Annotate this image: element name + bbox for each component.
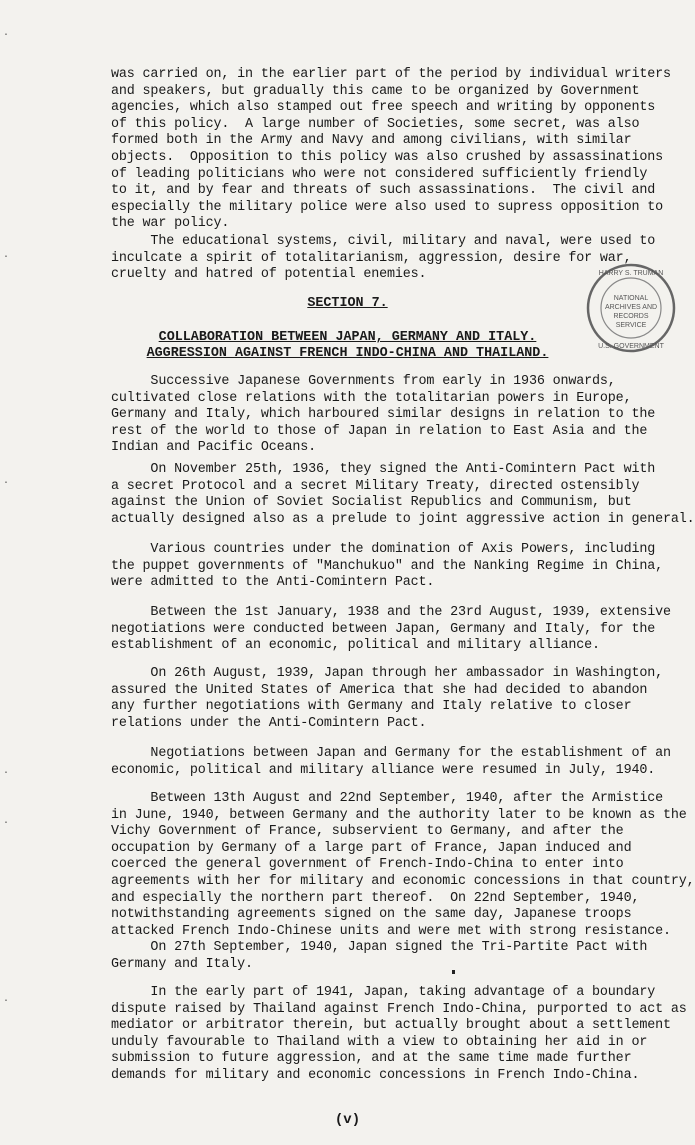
paragraph-3: Successive Japanese Governments from early in 1936 onwards, cultivated close relations with the totalitarian powers in Europe, Germany and Italy, which harboured similar designs in relation to the rest of the world to those of Japan in relation to East Asia and the Indian and Pacific Oceans. [111,374,656,456]
paragraph-9: Between 13th August and 22nd September, 1940, after the Armistice in June, 1940, between Germany and the authority later to be known as the Vichy Government of France, subservient to Germany, and after the occupation by Germany of a large part of France, Japan induced and coerced the general government of French-Indo-China to enter into agreements with her for military and economic concessions in that country, and especially the northern part thereof. On 22nd September, 1940, notwithstanding agreements signed on the same day, Japanese troops attacked French Indo-Chinese units and were met with strong resistance. [111,791,695,939]
margin-mark: · [3,996,10,1007]
paragraph-4: On November 25th, 1936, they signed the Anti-Comintern Pact with a secret Protocol and a secret Military Treaty, directed ostensibly against the Union of Soviet Socialist Republics and Communism, but actually designed also as a prelude to joint aggressive action in general. [111,462,695,527]
ink-speck [452,970,455,974]
margin-mark: · [3,478,10,489]
svg-text:ARCHIVES AND: ARCHIVES AND [604,304,658,311]
paragraph-2: The educational systems, civil, military and naval, were used to inculcate a spirit of totalitarianism, aggression, desire for war, cruelty and hatred of potential enemies. [111,234,656,283]
paragraph-11: In the early part of 1941, Japan, taking advantage of a boundary dispute raised by Thailand against French Indo-China, purported to act as mediator or arbitrator therein, but actually brought about a settlement unduly favourable to Thailand with a view to obtaining her aid in or submission to future aggression, and at the same time made further demands for military and economic concessions in French Indo-China. [111,985,687,1083]
paragraph-7: On 26th August, 1939, Japan through her ambassador in Washington, assured the United States of America that she had decided to abandon any further negotiations with Germany and Italy relative to closer relations under the Anti-Comintern Pact. [111,666,663,731]
svg-text:SERVICE: SERVICE [615,322,647,329]
paragraph-8: Negotiations between Japan and Germany for the establishment of an economic, political and military alliance were resumed in July, 1940. [111,746,671,778]
paragraph-1: was carried on, in the earlier part of the period by individual writers and speakers, but gradually this came to be organized by Government agencies, which also stamped out free speech and writing by opponents of this policy. A large number of Societies, some secret, was also formed both in the Army and Navy and among civilians, with similar objects. Opposition to this policy was also crushed by assassinations of leading politicians who were not considered sufficiently friendly to it, and by fear and threats of such assassinations. The civil and especially the military police were also used to supress opposition to the war policy. [111,67,671,232]
archive-stamp-seal [585,262,677,354]
svg-text:RECORDS: RECORDS [613,313,649,320]
margin-mark: · [3,768,10,779]
section-subtitle-line-1: COLLABORATION BETWEEN JAPAN, GERMANY AND ITALY. [158,330,537,345]
section-subtitle-line-2: AGGRESSION AGAINST FRENCH INDO-CHINA AND THAILAND. [146,346,549,361]
svg-text:HARRY S. TRUMAN: HARRY S. TRUMAN [598,270,664,277]
paragraph-10: On 27th September, 1940, Japan signed the Tri-Partite Pact with Germany and Italy. [111,940,648,972]
margin-mark: · [3,252,10,263]
margin-mark: · [3,30,10,41]
page-number: (v) [334,1112,361,1128]
paragraph-5: Various countries under the domination of Axis Powers, including the puppet governments of "Manchukuo" and the Nanking Regime in China, were admitted to the Anti-Comintern Pact. [111,542,663,591]
margin-mark: · [3,818,10,829]
svg-text:U.S. GOVERNMENT: U.S. GOVERNMENT [598,343,664,350]
paragraph-6: Between the 1st January, 1938 and the 23rd August, 1939, extensive negotiations were conducted between Japan, Germany and Italy, for the establishment of an economic, political and military alliance. [111,605,671,654]
section-title: SECTION 7. [307,296,388,311]
svg-text:NATIONAL: NATIONAL [613,295,649,302]
